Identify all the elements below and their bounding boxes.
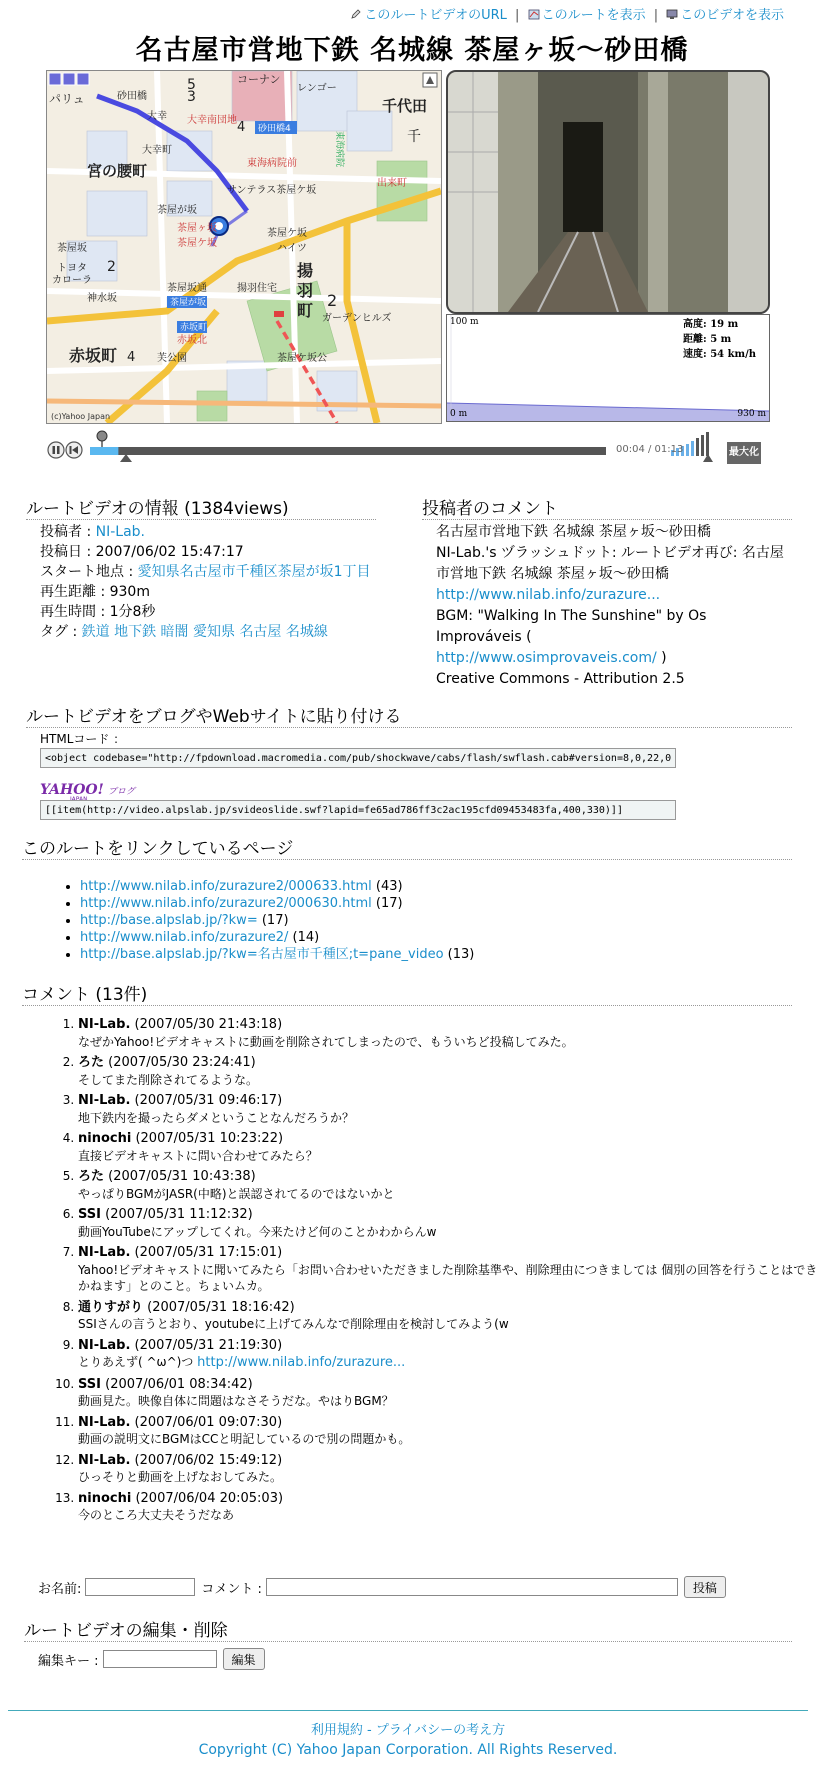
progress-track xyxy=(90,447,606,455)
speed-key: 速度 xyxy=(683,349,703,360)
tag-list xyxy=(82,624,328,640)
poster-key: 投稿者 : xyxy=(40,524,96,540)
video-info xyxy=(40,522,380,642)
comment-item xyxy=(78,1376,818,1410)
author-comment-line: NI-Lab.'s ヅラッシュドット: ルートビデオ再び: 名古屋市営地下鉄 名城線 茶屋ヶ坂〜砂田橋 xyxy=(436,545,784,582)
author-comment-heading xyxy=(422,494,792,520)
svg-text:赤坂町: 赤坂町 xyxy=(69,346,118,365)
comment-text: 動画の説明文にBGMはCCと明記しているので別の問題かも。 xyxy=(78,1432,411,1446)
linking-pages-heading-text: このルートをリンクしているページ xyxy=(22,834,792,860)
distance-key: 距離 xyxy=(683,334,703,345)
linking-page-item xyxy=(80,895,474,912)
comment-time: (2007/05/30 21:43:18) xyxy=(130,1017,283,1032)
show-route-link[interactable]: このルートを表示 xyxy=(541,8,646,23)
linking-page-item xyxy=(80,946,474,963)
svg-text:東海病院: 東海病院 xyxy=(334,131,344,168)
svg-text:大幸町: 大幸町 xyxy=(142,145,172,156)
comment-text: 動画YouTubeにアップしてくれ。今来たけど何のことかわからんw xyxy=(78,1224,437,1239)
post-date: 2007/06/02 15:47:17 xyxy=(95,544,244,560)
linking-page-count: (43) xyxy=(371,879,403,894)
author-comment-link[interactable]: http://www.osimprovaveis.com/ xyxy=(436,650,657,666)
pause-icon xyxy=(48,442,64,458)
svg-text:千代田: 千代田 xyxy=(382,97,428,115)
svg-text:町: 町 xyxy=(297,301,314,320)
player-controls xyxy=(46,428,768,468)
altitude-key: 高度 xyxy=(683,319,703,330)
svg-text:神水坂: 神水坂 xyxy=(87,293,117,304)
comment-item xyxy=(78,1054,818,1088)
player-time: 00:04 / 01:13 xyxy=(616,444,684,455)
comment-text: 直接ビデオキャストに問い合わせてみたら？ xyxy=(78,1148,318,1163)
comment-author: NI-Lab. xyxy=(78,1093,131,1108)
linking-page-link[interactable]: http://www.nilab.info/zurazure2/000630.html xyxy=(80,896,372,911)
tags-key: タグ : xyxy=(40,624,82,640)
altitude-value: 19 m xyxy=(710,319,739,330)
comment-author: NI-Lab. xyxy=(78,1414,131,1430)
comments-heading xyxy=(22,980,792,1006)
video-image xyxy=(448,72,768,312)
author-comment-link[interactable]: http://www.nilab.info/zurazure... xyxy=(436,587,661,603)
yahoo-blog-text: ブログ xyxy=(107,787,135,797)
comment-time: (2007/05/31 18:16:42) xyxy=(143,1299,295,1315)
yahoo-logo-text: YAHOO! xyxy=(40,782,104,798)
nav-separator: | xyxy=(515,8,520,23)
svg-text:3: 3 xyxy=(187,89,196,105)
comment-text: 動画見た。映像自体に問題はなさそうだな。やはりBGM？ xyxy=(78,1394,394,1408)
edit-heading-text: ルートビデオの編集・削除 xyxy=(24,1616,792,1642)
map-canvas xyxy=(47,71,441,423)
svg-text:砂田橋4: 砂田橋4 xyxy=(258,124,291,134)
comment-author: 通りすがり xyxy=(78,1299,144,1315)
tag-link[interactable]: 暗闇 xyxy=(160,624,189,640)
tag-link[interactable]: 愛知県 xyxy=(192,624,235,640)
footer xyxy=(8,1710,808,1758)
route-icon xyxy=(528,8,540,20)
svg-text:4: 4 xyxy=(127,350,136,365)
linking-page-count: (17) xyxy=(371,896,403,911)
svg-text:揚: 揚 xyxy=(297,261,314,280)
svg-text:宮の腰町: 宮の腰町 xyxy=(87,162,148,180)
linking-pages-list xyxy=(64,878,474,963)
svg-text:2: 2 xyxy=(327,291,338,310)
elevation-fill xyxy=(447,403,769,421)
comment-item xyxy=(78,1299,818,1333)
comment-author: SSI xyxy=(78,1207,101,1222)
svg-text:出来町: 出来町 xyxy=(377,178,407,189)
pencil-icon xyxy=(350,8,362,20)
privacy-link[interactable]: プライバシーの考え方 xyxy=(375,1723,506,1738)
comment-author: NI-Lab. xyxy=(78,1452,131,1468)
linking-page-link[interactable]: http://www.nilab.info/zurazure2/000633.html xyxy=(80,879,372,894)
elevation-top-label: 100 m xyxy=(450,317,479,327)
comment-item xyxy=(78,1414,818,1448)
progress-fill xyxy=(90,447,118,455)
html-code-label: HTMLコード ： xyxy=(40,732,126,746)
submit-comment-button[interactable]: 投稿 xyxy=(684,1576,726,1598)
start-location-link[interactable]: 愛知県名古屋市千種区茶屋が坂1丁目 xyxy=(137,564,371,580)
svg-text:茶屋が坂: 茶屋が坂 xyxy=(170,298,207,308)
comment-input[interactable] xyxy=(266,1578,678,1596)
edit-button[interactable]: 編集 xyxy=(223,1648,265,1670)
svg-text:芙公園: 芙公園 xyxy=(157,353,187,364)
elevation-stats: 高度: 19 m 距離: 5 m 速度: 54 km/h xyxy=(683,319,757,360)
map-credit: (c)Yahoo Japan xyxy=(51,412,111,421)
tag-link[interactable]: 鉄道 xyxy=(81,624,110,640)
svg-text:茶屋坂: 茶屋坂 xyxy=(57,243,87,254)
comment-time: (2007/06/02 15:49:12) xyxy=(130,1452,283,1468)
comment-link[interactable]: http://www.nilab.info/zurazure... xyxy=(197,1355,406,1370)
linking-page-link[interactable]: http://www.nilab.info/zurazure2/ xyxy=(80,930,289,945)
linking-page-count: (17) xyxy=(257,913,289,928)
svg-text:赤坂北: 赤坂北 xyxy=(177,335,207,346)
svg-text:大幸南団地: 大幸南団地 xyxy=(187,115,237,126)
svg-text:パリュ: パリュ xyxy=(49,92,85,106)
route-map[interactable] xyxy=(46,70,442,424)
comments-list xyxy=(50,1016,818,1528)
video-info-heading xyxy=(26,494,376,520)
embed-heading xyxy=(26,702,792,728)
poster-link[interactable]: NI-Lab. xyxy=(95,524,145,540)
comment-time: (2007/05/31 21:19:30) xyxy=(130,1337,283,1353)
comment-author: SSI xyxy=(78,1376,101,1392)
comment-item xyxy=(78,1244,818,1295)
comment-author: NI-Lab. xyxy=(78,1245,131,1260)
comment-time: (2007/05/30 23:24:41) xyxy=(104,1055,256,1070)
svg-text:2: 2 xyxy=(107,259,116,275)
show-video-link[interactable]: このビデオを表示 xyxy=(680,8,784,23)
comment-author: ろた xyxy=(78,1055,105,1070)
svg-text:ガーデンヒルズ: ガーデンヒルズ xyxy=(322,313,392,324)
svg-text:揚羽住宅: 揚羽住宅 xyxy=(237,283,277,294)
nav-separator: | xyxy=(653,8,659,23)
svg-text:茶屋ケ坂: 茶屋ケ坂 xyxy=(177,238,217,249)
elevation-end-label: 930 m xyxy=(737,409,766,419)
svg-text:カローラ: カローラ xyxy=(52,275,92,286)
comments-heading-text: コメント (13件) xyxy=(22,980,792,1006)
comment-author: ninochi xyxy=(78,1131,132,1146)
svg-text:コーナン: コーナン xyxy=(237,73,281,86)
comment-time: (2007/05/31 09:46:17) xyxy=(130,1093,283,1108)
name-label: お名前: xyxy=(38,1581,82,1597)
comment-time: (2007/06/01 09:07:30) xyxy=(130,1414,283,1430)
svg-text:茶屋坂通: 茶屋坂通 xyxy=(167,283,207,294)
comment-text: とりあえず( ^ω^)つ xyxy=(78,1355,198,1369)
linking-page-link[interactable]: http://base.alpslab.jp/?kw= xyxy=(80,913,258,928)
html-code-field[interactable]: <object codebase="http://fpdownload.macromedia.com/pub/shockwave/cabs/flash/swflash.cab#version=8,0,22,0 xyxy=(40,748,676,768)
top-nav xyxy=(350,4,784,23)
svg-text:東海病院前: 東海病院前 xyxy=(247,158,297,169)
comment-text: 地下鉄内を撮ったらダメということなんだろうか？ xyxy=(78,1110,355,1125)
comment-item xyxy=(78,1206,818,1240)
linking-page-count: (13) xyxy=(443,947,475,962)
author-comment-line: Creative Commons - Attribution 2.5 xyxy=(436,671,685,687)
page-title: 名古屋市営地下鉄 名城線 茶屋ヶ坂〜砂田橋 xyxy=(135,35,689,66)
svg-text:茶屋ケ坂: 茶屋ケ坂 xyxy=(267,228,307,239)
comment-text: そしてまた削除されてるような。 xyxy=(78,1072,259,1087)
progress-handle xyxy=(97,431,107,441)
comment-time: (2007/05/31 11:12:32) xyxy=(100,1207,253,1222)
tag-link[interactable]: 地下鉄 xyxy=(114,624,157,640)
elevation-start-label: 0 m xyxy=(450,409,468,419)
author-comment xyxy=(436,522,786,690)
comment-form xyxy=(38,1576,726,1598)
blog-code-field[interactable]: [[item(http://video.alpslab.jp/svideoslide.swf?lapid=fe65ad786ff3c2ac195cfd09453483fa,400,330)]] xyxy=(40,800,676,820)
svg-text:砂田橋: 砂田橋 xyxy=(117,91,147,102)
svg-text:トヨタ: トヨタ xyxy=(57,263,87,274)
svg-text:大幸: 大幸 xyxy=(147,111,167,122)
edit-key-input[interactable] xyxy=(103,1650,217,1668)
svg-text:千: 千 xyxy=(407,129,421,145)
tv-icon xyxy=(666,8,678,20)
comment-item xyxy=(78,1452,818,1486)
svg-text:サンテラス茶屋ケ坂: サンテラス茶屋ケ坂 xyxy=(227,185,317,196)
svg-text:羽: 羽 xyxy=(297,281,314,300)
comment-text: なぜかYahoo!ビデオキャストに動画を削除されてしまったので、もういちど投稿してみた。 xyxy=(78,1034,574,1049)
comment-text: やっぱりBGMがJASR(中略)と誤認されてるのではないかと xyxy=(78,1186,395,1201)
author-comment-line: BGM: "Walking In The Sunshine" by Os Improváveis ( xyxy=(436,608,707,645)
elevation-chart xyxy=(446,314,770,422)
comment-item xyxy=(78,1016,818,1050)
linking-pages-heading xyxy=(22,834,792,860)
start-marker xyxy=(120,454,132,462)
start-key: スタート地点 : xyxy=(40,564,138,580)
comment-author: ninochi xyxy=(78,1490,132,1506)
comment-label: コメント : xyxy=(201,1581,262,1597)
comment-text: Yahoo!ビデオキャストに聞いてみたら「お問い合わせいただきました削除基準や、削除理由につきましては 個別の回答を行うことはできかねます」とのこと。ちょいムカ。 xyxy=(78,1262,818,1293)
comment-text: ひっそりと動画を上げなおしてみた。 xyxy=(78,1470,283,1484)
tag-link[interactable]: 名城線 xyxy=(285,624,328,640)
linking-page-item xyxy=(80,878,474,895)
comment-item xyxy=(78,1337,818,1372)
name-input[interactable] xyxy=(85,1578,195,1596)
comment-author: NI-Lab. xyxy=(78,1337,131,1353)
tag-link[interactable]: 名古屋 xyxy=(239,624,282,640)
comment-author: NI-Lab. xyxy=(78,1017,131,1032)
speed-value: 54 km/h xyxy=(710,349,757,360)
terms-link[interactable]: 利用規約 xyxy=(310,1723,363,1738)
comment-item xyxy=(78,1130,818,1164)
footer-dash: - xyxy=(362,1723,376,1738)
comment-item xyxy=(78,1490,818,1524)
linking-page-item xyxy=(80,912,474,929)
video-frame[interactable] xyxy=(446,70,770,314)
maximize-button[interactable]: 最大化 xyxy=(727,442,761,464)
comment-item xyxy=(78,1168,818,1202)
svg-text:5: 5 xyxy=(187,77,196,93)
comment-time: (2007/05/31 10:23:22) xyxy=(131,1131,284,1146)
comment-time: (2007/05/31 17:15:01) xyxy=(130,1245,283,1260)
play-duration: 再生時間 : 1分8秒 xyxy=(40,604,156,620)
svg-text:レンゴー: レンゴー xyxy=(297,83,337,94)
comment-text: SSIさんの言うとおり、youtubeに上げてみんなで削除理由を検討してみよう(w xyxy=(78,1317,509,1331)
svg-text:茶屋ヶ坂: 茶屋ヶ坂 xyxy=(177,223,217,234)
svg-text:茶屋ケ坂公: 茶屋ケ坂公 xyxy=(277,353,327,364)
comment-item xyxy=(78,1092,818,1126)
linking-page-count: (14) xyxy=(288,930,320,945)
author-comment-line: ) xyxy=(656,650,667,666)
comment-time: (2007/06/01 08:34:42) xyxy=(100,1376,253,1392)
comment-author: ろた xyxy=(78,1169,105,1184)
edit-key-label: 編集キー : xyxy=(38,1653,99,1669)
route-video-url-link[interactable]: このルートビデオのURL xyxy=(364,8,507,23)
distance-value: 5 m xyxy=(710,334,732,345)
linking-page-item xyxy=(80,929,474,946)
svg-text:赤坂町: 赤坂町 xyxy=(180,323,208,333)
comment-time: (2007/06/04 20:05:03) xyxy=(131,1490,284,1506)
embed-heading-text: ルートビデオをブログやWebサイトに貼り付ける xyxy=(26,702,792,728)
date-key: 投稿日 : xyxy=(40,544,96,560)
edit-heading xyxy=(24,1616,792,1642)
svg-text:4: 4 xyxy=(237,120,246,135)
author-comment-heading-text: 投稿者のコメント xyxy=(422,494,792,520)
linking-page-link[interactable]: http://base.alpslab.jp/?kw=名古屋市千種区;t=pane_video xyxy=(80,947,444,962)
edit-form xyxy=(38,1648,265,1670)
play-distance: 再生距離 : 930m xyxy=(40,584,150,600)
video-info-heading-text: ルートビデオの情報 (1384views) xyxy=(26,494,376,520)
comment-time: (2007/05/31 10:43:38) xyxy=(104,1169,256,1184)
author-comment-line: 名古屋市営地下鉄 名城線 茶屋ヶ坂〜砂田橋 xyxy=(436,524,711,540)
comment-text: 今のところ大丈夫そうだなあ xyxy=(78,1508,235,1522)
copyright: Copyright (C) Yahoo Japan Corporation. All Rights Reserved. xyxy=(198,1742,618,1758)
svg-text:茶屋が坂: 茶屋が坂 xyxy=(157,205,197,216)
svg-text:ハイツ: ハイツ xyxy=(277,243,307,254)
